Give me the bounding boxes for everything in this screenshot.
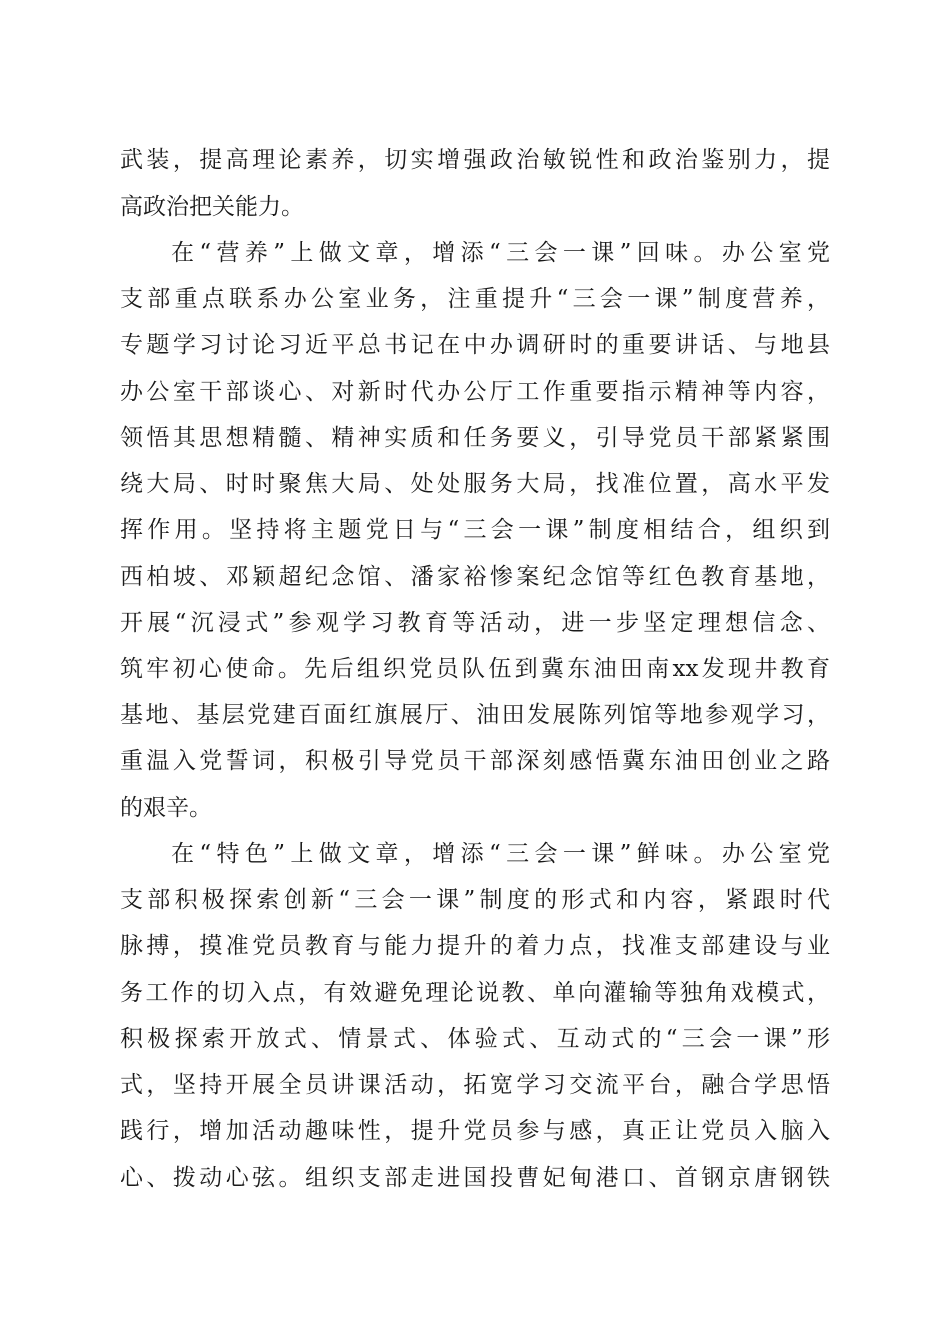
text-line: 的艰辛。 xyxy=(120,795,212,821)
text-line: 基地、基层党建百面红旗展厅、油田发展陈列馆等地参观学习， xyxy=(120,702,830,728)
text-line: 绕大局、时时聚焦大局、处处服务大局，找准位置，高水平发 xyxy=(120,471,830,497)
text-line: 重温入党誓词，积极引导党员干部深刻感悟冀东油田创业之路 xyxy=(120,748,830,774)
text-line: 心、拨动心弦。组织支部走进国投曹妃甸港口、首钢京唐钢铁 xyxy=(120,1165,830,1191)
text-line: 筑牢初心使命。先后组织党员队伍到冀东油田南xx发现井教育 xyxy=(120,656,830,682)
text-line: 积极探索开放式、情景式、体验式、互动式的“三会一课”形 xyxy=(120,1026,830,1052)
text-line: 式，坚持开展全员讲课活动，拓宽学习交流平台，融合学思悟 xyxy=(120,1072,830,1098)
text-line: 武装，提高理论素养，切实增强政治敏锐性和政治鉴别力，提 xyxy=(120,147,830,173)
text-line: 务工作的切入点，有效避免理论说教、单向灌输等独角戏模式， xyxy=(120,980,830,1006)
text-line: 挥作用。坚持将主题党日与“三会一课”制度相结合，组织到 xyxy=(120,517,830,543)
text-line: 高政治把关能力。 xyxy=(120,194,304,220)
text-line: 领悟其思想精髓、精神实质和任务要义，引导党员干部紧紧围 xyxy=(120,425,830,451)
text-line: 支部重点联系办公室业务，注重提升“三会一课”制度营养， xyxy=(120,286,830,312)
text-line: 西柏坡、邓颖超纪念馆、潘家裕惨案纪念馆等红色教育基地， xyxy=(120,564,830,590)
text-line: 践行，增加活动趣味性，提升党员参与感，真正让党员入脑入 xyxy=(120,1118,830,1144)
text-line: 办公室干部谈心、对新时代办公厅工作重要指示精神等内容， xyxy=(120,379,830,405)
text-line: 脉搏，摸准党员教育与能力提升的着力点，找准支部建设与业 xyxy=(120,933,830,959)
paragraph-start-line: 在“特色”上做文章，增添“三会一课”鲜味。办公室党 xyxy=(171,841,830,867)
text-line: 专题学习讨论习近平总书记在中办调研时的重要讲话、与地县 xyxy=(120,332,830,358)
text-line: 支部积极探索创新“三会一课”制度的形式和内容，紧跟时代 xyxy=(120,887,830,913)
paragraph-start-line: 在“营养”上做文章，增添“三会一课”回味。办公室党 xyxy=(171,240,830,266)
text-line: 开展“沉浸式”参观学习教育等活动，进一步坚定理想信念、 xyxy=(120,610,830,636)
